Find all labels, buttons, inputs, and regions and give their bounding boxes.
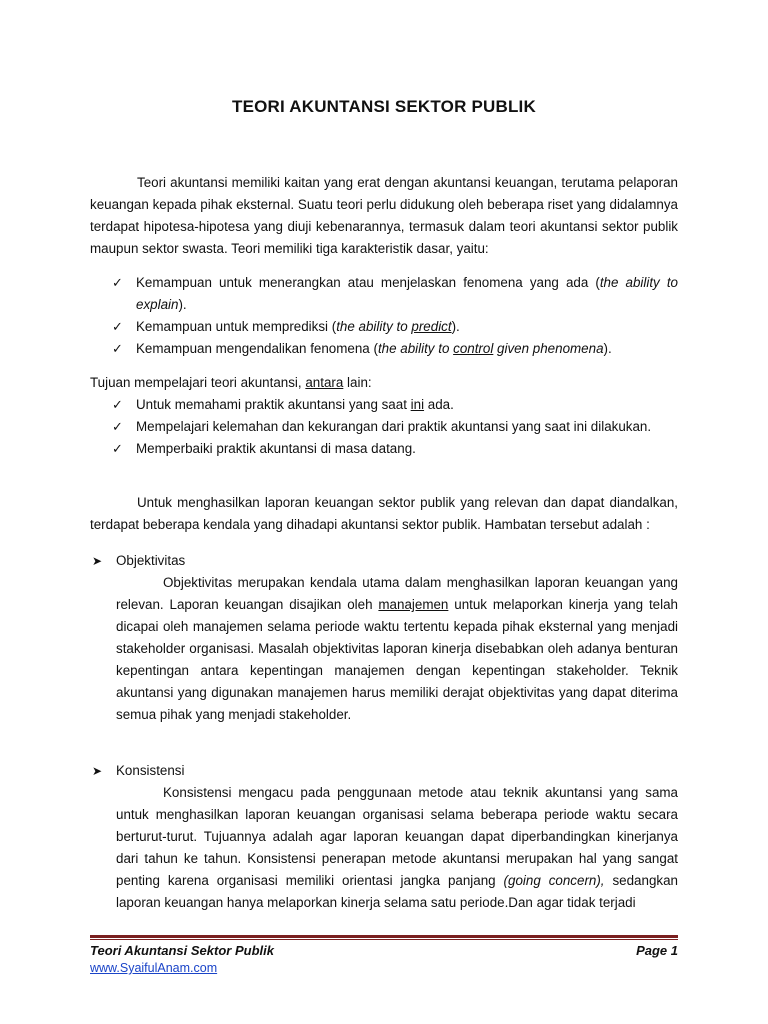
intro-paragraph: Teori akuntansi memiliki kaitan yang erat dengan akuntansi keuangan, terutama pelaporan keuangan kepada pihak eksternal. Suatu teori perlu didukung oleh beberapa riset yang didalamnya terdapat hipotesa-hipotesa yang diuji kebenarannya, termasuk dalam teori akuntansi sektor publik maupun sektor swasta. Teori memiliki tiga karakteristik dasar, yaitu:: [90, 175, 678, 256]
arrowhead-icon: ➤: [92, 764, 103, 778]
list-item: ✓ Kemampuan mengendalikan fenomena (the ability to control given phenomena).: [112, 338, 678, 360]
footer-title: Teori Akuntansi Sektor Publik: [90, 943, 274, 958]
list-item: ✓ Kemampuan untuk menerangkan atau menjelaskan fenomena yang ada (the ability to explain).: [112, 272, 678, 316]
footer-page-number: Page 1: [636, 943, 678, 958]
list-item: ✓ Kemampuan untuk memprediksi (the ability to predict).: [112, 316, 678, 338]
footer-rule-thin: [90, 939, 678, 940]
purpose-intro: Tujuan mempelajari teori akuntansi, antara lain:: [90, 375, 372, 390]
check-icon: ✓: [112, 441, 123, 456]
footer-rule: [90, 935, 678, 938]
section-heading-objektivitas: ➤ Objektivitas: [92, 550, 185, 572]
check-icon: ✓: [112, 397, 123, 412]
purposes-list: [112, 394, 678, 460]
characteristics-list: [112, 272, 678, 360]
list-item: ✓ Untuk memahami praktik akuntansi yang saat ini ada.: [112, 394, 678, 416]
page-title: TEORI AKUNTANSI SEKTOR PUBLIK: [232, 97, 536, 116]
constraints-intro: Untuk menghasilkan laporan keuangan sektor publik yang relevan dan dapat diandalkan, terdapat beberapa kendala yang dihadapi akuntansi sektor publik. Hambatan tersebut adalah :: [90, 495, 678, 532]
check-icon: ✓: [112, 319, 123, 334]
list-item: ✓ Memperbaiki praktik akuntansi di masa datang.: [112, 438, 678, 460]
check-icon: ✓: [112, 341, 123, 356]
list-item: ✓ Mempelajari kelemahan dan kekurangan dari praktik akuntansi yang saat ini dilakukan.: [112, 416, 678, 438]
section-heading-konsistensi: ➤ Konsistensi: [92, 760, 184, 782]
section-body-konsistensi: Konsistensi mengacu pada penggunaan metode atau teknik akuntansi yang sama untuk menghasilkan laporan keuangan organisasi selama beberapa periode waktu secara berturut-turut. Tujuannya adalah agar laporan keuangan dapat diperbandingkan kinerjanya dari tahun ke tahun. Konsistensi penerapan metode akuntansi merupakan hal yang sangat penting karena organisasi memiliki orientasi jangka panjang (going concern), sedangkan laporan keuangan hanya melaporkan kinerja selama satu periode.Dan agar tidak terjadi: [116, 785, 678, 910]
section-body-objektivitas: Objektivitas merupakan kendala utama dalam menghasilkan laporan keuangan yang relevan. Laporan keuangan disajikan oleh manajemen untuk melaporkan kinerja yang telah dicapai oleh manajemen selama periode waktu tertentu kepada pihak eksternal yang menjadi stakeholder organisasi. Masalah objektivitas laporan kinerja disebabkan oleh adanya benturan kepentingan antara kepentingan manajemen dengan kepentingan stakeholder. Teknik akuntansi yang digunakan manajemen harus memiliki derajat objektivitas yang dapat diterima semua pihak yang menjadi stakeholder.: [116, 575, 678, 722]
footer-website-link[interactable]: www.SyaifulAnam.com: [90, 961, 218, 975]
check-icon: ✓: [112, 419, 123, 434]
check-icon: ✓: [112, 275, 123, 290]
arrowhead-icon: ➤: [92, 554, 103, 568]
